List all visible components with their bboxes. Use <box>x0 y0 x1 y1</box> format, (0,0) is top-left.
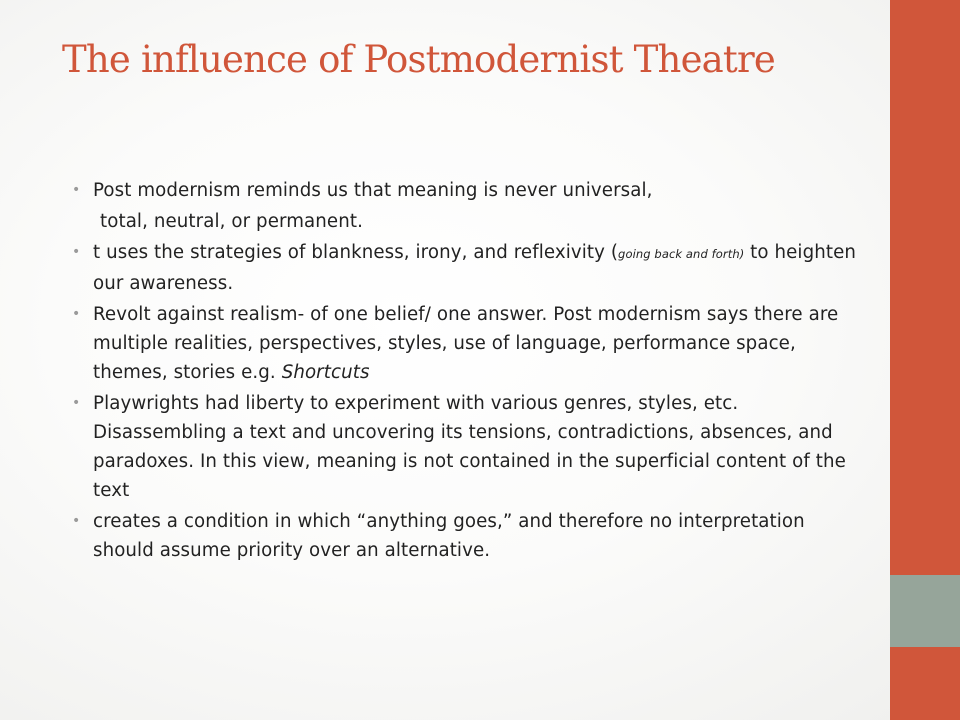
bullet-item-5 <box>70 507 870 565</box>
bullet-dot: • <box>72 244 81 260</box>
bullet-item-4 <box>70 389 870 505</box>
slide-title: The influence of Postmodernist Theatre <box>62 38 775 81</box>
bullet-small-italic: going back and forth) <box>618 247 745 261</box>
band-bottom-orange <box>890 647 960 720</box>
bullet-dot: • <box>72 306 81 322</box>
bullet-text: t uses the strategies of blankness, irony, and reflexivity ( <box>93 242 619 263</box>
bullet-dot: • <box>72 182 81 198</box>
bullet-list <box>70 176 870 567</box>
bullet-item-2 <box>70 238 870 298</box>
decorative-side-band <box>890 0 960 720</box>
bullet-dot: • <box>72 513 81 529</box>
bullet-text: Playwrights had liberty to experiment with various genres, styles, etc. Disassembling a text and uncovering its tensions, contradictions, absences, and paradoxes. In this view, meaning is not contained in the superficial content of the text <box>93 393 846 501</box>
band-middle-gray <box>890 575 960 647</box>
bullet-item-1-continuation: total, neutral, or permanent. <box>100 211 363 232</box>
band-top-orange <box>890 0 960 575</box>
bullet-text: creates a condition in which “anything goes,” and therefore no interpretation should assume priority over an alternative. <box>93 511 805 561</box>
bullet-text-tail: to heighten our awareness. <box>93 242 857 294</box>
bullet-text: Post modernism reminds us that meaning is never universal, <box>93 180 653 201</box>
bullet-item-3 <box>70 300 870 387</box>
bullet-dot: • <box>72 395 81 411</box>
bullet-item-1 <box>70 176 870 205</box>
bullet-text: Revolt against realism- of one belief/ one answer. Post modernism says there are multiple realities, perspectives, styles, use of language, performance space, themes, stories e.g. <box>93 304 839 383</box>
bullet-italic-example: Shortcuts <box>281 362 370 383</box>
